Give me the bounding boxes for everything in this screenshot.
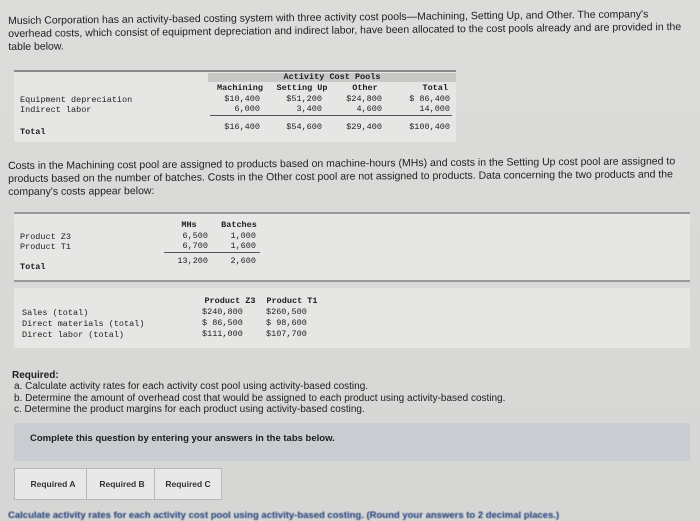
table2-col-batches: Batches: [221, 220, 257, 230]
table3-cell: $107,700: [266, 329, 307, 339]
table1-total-label: Total: [20, 127, 46, 137]
required-list: [14, 381, 505, 416]
table2-row-label: Product Z3: [20, 232, 72, 242]
intro-paragraph: Musich Corporation has an activity-based costing system with three activity cost pools—Machining, Setting Up, and Other. The company's overhead costs, which consist of equipment depreciation and indirect labor, have been allocated to the cost pools already and are provided in the table below.: [8, 8, 682, 53]
instructions-banner: [14, 423, 690, 461]
table2-row-label: Product T1: [20, 242, 72, 252]
table2-cell: 6,500: [182, 231, 208, 241]
cutoff-instruction: Calculate activity rates for each activity cost pool using activity-based costing. (Round your answers to 2 decimal places.): [8, 510, 560, 521]
table2-cell: 1,600: [230, 241, 256, 251]
table3-col-t1: Product T1: [266, 296, 318, 306]
table3-row-label: Direct labor (total): [22, 330, 125, 340]
table1-total-cell: $54,600: [286, 122, 322, 132]
table1-cell: $24,800: [346, 94, 382, 104]
table3-col-z3: Product Z3: [204, 296, 256, 306]
table1-cell: $51,200: [286, 94, 322, 104]
required-title: Required:: [12, 370, 59, 381]
table1-cell: 6,000: [234, 104, 260, 114]
required-item-c: c. Determine the product margins for each product using activity-based costing.: [14, 404, 365, 415]
tab-required-c[interactable]: Required C: [154, 468, 222, 500]
table1-cell: 4,600: [356, 104, 382, 114]
table1-col-machining: Machining: [217, 83, 263, 93]
table1-total-cell: $16,400: [224, 122, 260, 132]
table1-col-other: Other: [352, 83, 378, 93]
required-item-b: b. Determine the amount of overhead cost that would be assigned to each product using activity-based costing.: [14, 392, 506, 404]
table2-col-mhs: MHs: [181, 220, 197, 230]
table1-cell: 14,000: [419, 104, 450, 114]
table3-cell: $111,000: [202, 329, 243, 339]
table3-cell: $260,500: [266, 307, 307, 317]
table3-cell: $ 86,500: [202, 318, 243, 328]
product-costs-table: [14, 288, 690, 348]
tab-required-b[interactable]: Required B: [86, 468, 158, 500]
table1-col-total: Total: [422, 83, 448, 93]
table1-row-label: Indirect labor: [20, 105, 92, 115]
activity-usage-table: [14, 212, 690, 282]
cost-assignment-paragraph: Costs in the Machining cost pool are assigned to products based on machine-hours (MHs) and costs in the Setting Up cost pool are assigned to products based on the number of batches. Costs in the Other cost pool are not assigned to products. Data concerning the two products and the company's costs appear below:: [8, 155, 676, 198]
table2-total-cell: 13,200: [177, 256, 208, 266]
table1-col-setting-up: Setting Up: [276, 83, 328, 93]
table3-row-label: Direct materials (total): [22, 319, 145, 329]
table2-cell: 6,700: [182, 241, 208, 251]
table3-row-label: Sales (total): [22, 308, 89, 318]
instructions-text: Complete this question by entering your answers in the tabs below.: [30, 433, 335, 444]
table2-total-label: Total: [20, 262, 46, 272]
table1-row-label: Equipment depreciation: [20, 95, 133, 105]
table1-cell: $10,400: [224, 94, 260, 104]
required-item-a: a. Calculate activity rates for each activity cost pool using activity-based costing.: [14, 381, 369, 392]
table1-cell: 3,400: [296, 104, 322, 114]
table1-total-cell: $29,400: [346, 122, 382, 132]
table3-cell: $ 98,600: [266, 318, 307, 328]
activity-cost-pools-table: [14, 70, 456, 142]
tab-required-a[interactable]: Required A: [14, 468, 92, 500]
table2-total-cell: 2,600: [230, 256, 256, 266]
table1-total-cell: $100,400: [409, 122, 450, 132]
table3-cell: $240,800: [202, 307, 243, 317]
table2-cell: 1,000: [230, 231, 256, 241]
table1-cell: $ 86,400: [409, 94, 450, 104]
table1-group-header: Activity Cost Pools: [283, 72, 381, 82]
